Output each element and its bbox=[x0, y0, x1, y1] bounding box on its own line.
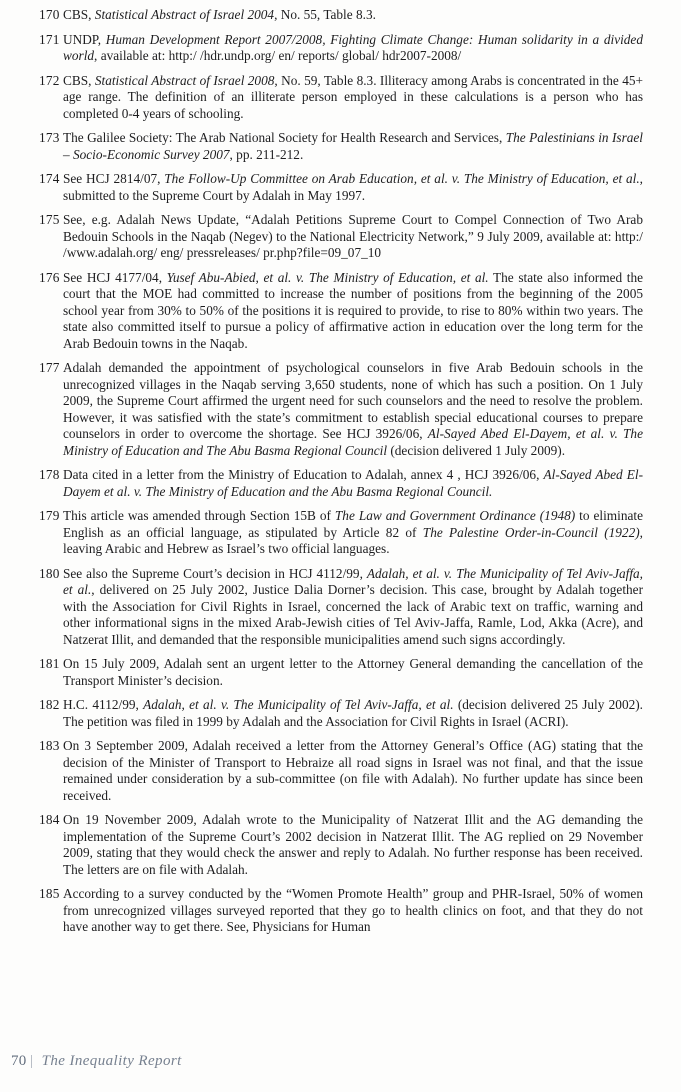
footnote-number: 181 bbox=[39, 656, 60, 671]
footnote-text-segment: On 3 September 2009, Adalah received a letter from the Attorney General’s Office (AG) stating that the decision of the Minister of Transport to Hebraize all road signs in Israel was not final, and that the issue remained under consideration by a sub-committee (on file with Adalah). No further update has since been received. bbox=[63, 738, 643, 803]
footnote-text bbox=[63, 7, 643, 24]
footnote-text-segment: CBS, bbox=[63, 7, 95, 22]
footnote-text bbox=[63, 886, 643, 936]
page-footer bbox=[11, 1053, 182, 1070]
footnote-text-segment: See also the Supreme Court’s decision in HCJ 4112/99, bbox=[63, 565, 367, 581]
footnote-text-segment: , No. 59, Table 8.3. Illiteracy among Arabs is concentrated in the 45+ age range. The definition of an illiterate person employed in these calculations is a person who has completed 0-4 years of schooling. bbox=[63, 72, 643, 121]
footnote-number: 177 bbox=[39, 360, 60, 375]
footnote-text-segment: , available at: http:/ /hdr.undp.org/ en/ reports/ global/ hdr2007-2008/ bbox=[94, 48, 462, 63]
footnote-number: 182 bbox=[39, 697, 60, 712]
footnote-item bbox=[39, 738, 643, 804]
footnote-text-segment: On 19 November 2009, Adalah wrote to the Municipality of Natzerat Illit and the AG demanding the implementation of the Supreme Court’s 2002 decision in Natzerat Illit. The AG replied on 29 November 2009, stating that they would check the answer and reply to Adalah. No further response has been received. The letters are on file with Adalah. bbox=[63, 812, 643, 877]
footnote-citation-italic: Statistical Abstract of Israel 2008 bbox=[94, 72, 275, 88]
footnote-item bbox=[39, 360, 643, 459]
footnote-item bbox=[39, 73, 643, 123]
page-number: 70 bbox=[11, 1053, 27, 1069]
footnote-number: 175 bbox=[39, 212, 60, 227]
footnote-item bbox=[39, 130, 643, 163]
footnote-item bbox=[39, 212, 643, 262]
footnote-number: 179 bbox=[39, 508, 60, 523]
footnote-number: 170 bbox=[39, 7, 60, 22]
footnote-item bbox=[39, 508, 643, 558]
footnote-item bbox=[39, 171, 643, 204]
footnote-text bbox=[63, 130, 643, 163]
footnote-number: 173 bbox=[39, 130, 60, 145]
footnote-text bbox=[63, 697, 643, 730]
footnote-text-segment: H.C. 4112/99, bbox=[63, 697, 144, 712]
footnote-citation-italic: Adalah, et al. v. The Municipality of Tel Aviv-Jaffa, et al. bbox=[63, 565, 644, 597]
footer-separator bbox=[31, 1055, 32, 1068]
footnote-citation-italic: Human Development Report 2007/2008, Fighting Climate Change: Human solidarity in a divided world bbox=[63, 31, 643, 63]
footnote-number: 171 bbox=[39, 31, 60, 47]
footnote-number: 174 bbox=[39, 171, 60, 186]
footnote-item bbox=[39, 270, 643, 353]
footnote-text bbox=[63, 812, 643, 878]
footnote-text-segment: See HCJ 2814/07, bbox=[63, 171, 165, 186]
footnote-item bbox=[39, 467, 643, 500]
footnote-citation-italic: Yusef Abu-Abied, et al. v. The Ministry of Education, et al. bbox=[166, 269, 489, 285]
footnote-text-segment: Adalah demanded the appointment of psychological counselors in five Arab Bedouin schools in the unrecognized villages in the Naqab serving 3,650 students, none of which has such a position. On 1 July 2009, the Supreme Court affirmed the urgent need for such counselors and the need to resolve the problem. However, it was satisfied with the state’s commitment to establish special educational courses to prepare counselors in order to overcome the shortage. See HCJ 3926/06, bbox=[63, 360, 643, 441]
footnote-text-segment: , pp. 211-212. bbox=[229, 146, 304, 162]
footnote-text-segment: UNDP, bbox=[63, 31, 106, 47]
footnote-text-segment: See, e.g. Adalah News Update, “Adalah Petitions Supreme Court to Compel Connection of Two Arab Bedouin Schools in the Naqab (Negev) to the National Electricity Network,” 9 July 2009, available at: http:/ /www.adalah.org/ eng/ pressreleases/ pr.php?file=09_07_10 bbox=[63, 212, 643, 260]
footnote-citation-italic: Adalah, et al. v. The Municipality of Tel Aviv-Jaffa, et al. bbox=[143, 697, 454, 712]
footnote-text-segment: (decision delivered 25 July 2002). The petition was filed in 1999 by Adalah and the Association for Civil Rights in Israel (ACRI). bbox=[63, 697, 644, 729]
footnote-citation-italic: The Palestine Order-in-Council (1922) bbox=[422, 524, 640, 540]
footnote-text bbox=[63, 212, 643, 262]
footnote-number: 176 bbox=[39, 269, 60, 285]
footnote-item bbox=[39, 656, 643, 689]
footnote-text-segment: See HCJ 4177/04, bbox=[63, 269, 167, 285]
footnote-text-segment: , submitted to the Supreme Court by Adalah in May 1997. bbox=[63, 171, 643, 203]
footnote-item bbox=[39, 886, 643, 936]
footnote-text-segment: The state also informed the court that the MOE had committed to increase the number of positions from the beginning of the 2005 school year from 30% to 50% of the positions it is required to provide, to rise to 80% within two years. The state also committed itself to pursue a policy of affirmative action in education over the long term for the Arab Bedouin towns in the Naqab. bbox=[63, 269, 643, 351]
footnote-number: 178 bbox=[39, 467, 60, 482]
report-title: The Inequality Report bbox=[41, 1053, 182, 1069]
footnote-text bbox=[63, 656, 643, 689]
footnote-text bbox=[63, 467, 643, 500]
footnote-text-segment: , leaving Arabic and Hebrew as Israel’s two official languages. bbox=[63, 524, 643, 556]
footnote-text bbox=[63, 73, 643, 123]
footnote-number: 172 bbox=[39, 72, 60, 88]
footnote-text-segment: The Galilee Society: The Arab National Society for Health Research and Services, bbox=[63, 130, 506, 145]
footnote-citation-italic: Al-Sayed Abed El-Dayem et al. v. The Ministry of Education and the Abu Basma Regional Council. bbox=[63, 467, 643, 499]
footnote-citation-italic: The Law and Government Ordinance (1948) bbox=[334, 508, 576, 523]
footnote-text-segment: This article was amended through Section 15B of bbox=[63, 508, 335, 523]
footnote-text-segment: , delivered on 25 July 2002, Justice Dalia Dorner’s decision. This case, brought by Adalah together with the Association for Civil Rights in Israel, concerned the lack of Arabic text on traffic, warning and other informational signs in the mixed Arab-Jewish cities of Tel Aviv-Jaffa, Ramle, Lod, Akka (Acre), and Natzerat Illit, and demanded that the responsible municipalities amend such signs accordingly. bbox=[63, 582, 644, 647]
footnote-text-segment: Data cited in a letter from the Ministry of Education to Adalah, annex 4 , HCJ 3926/06, bbox=[63, 467, 544, 482]
footnote-text bbox=[63, 171, 643, 204]
footnote-text bbox=[63, 360, 643, 459]
footnote-text bbox=[63, 270, 643, 353]
footnote-item bbox=[39, 7, 643, 24]
footnote-number: 180 bbox=[39, 565, 60, 581]
footnote-text-segment: (decision delivered 1 July 2009). bbox=[387, 442, 566, 458]
footnote-text-segment: On 15 July 2009, Adalah sent an urgent letter to the Attorney General demanding the cancellation of the Transport Minister’s decision. bbox=[63, 656, 643, 688]
footnote-text bbox=[63, 32, 643, 65]
footnote-citation-italic: Al-Sayed Abed El-Dayem, et al. v. The Ministry of Education and The Abu Basma Regional Council bbox=[63, 426, 643, 458]
footnote-number: 185 bbox=[39, 886, 60, 901]
footnote-text-segment: CBS, bbox=[63, 72, 95, 88]
footnote-item bbox=[39, 697, 643, 730]
footnote-text-segment: , No. 55, Table 8.3. bbox=[274, 7, 376, 22]
footnote-citation-italic: The Palestinians in Israel – Socio-Economic Survey 2007 bbox=[63, 130, 643, 162]
footnote-text bbox=[63, 566, 643, 649]
footnote-item bbox=[39, 566, 643, 649]
footnotes-list bbox=[39, 7, 643, 944]
footnote-text-segment: According to a survey conducted by the “Women Promote Health” group and PHR-Israel, 50% of women from unrecognized villages surveyed reported that they go to health clinics on foot, and that they do not have another way to get there. See, Physicians for Human bbox=[63, 886, 643, 934]
footnote-item bbox=[39, 812, 643, 878]
footnote-citation-italic: Statistical Abstract of Israel 2004 bbox=[94, 7, 275, 22]
footnote-citation-italic: The Follow-Up Committee on Arab Education, et al. v. The Ministry of Education, et al. bbox=[164, 171, 640, 186]
footnote-item bbox=[39, 32, 643, 65]
footnote-number: 184 bbox=[39, 812, 60, 827]
footnote-text bbox=[63, 738, 643, 804]
footnote-number: 183 bbox=[39, 738, 60, 753]
footnote-text-segment: to eliminate English as an official language, as stipulated by Article 82 of bbox=[63, 508, 643, 540]
footnote-text bbox=[63, 508, 643, 558]
